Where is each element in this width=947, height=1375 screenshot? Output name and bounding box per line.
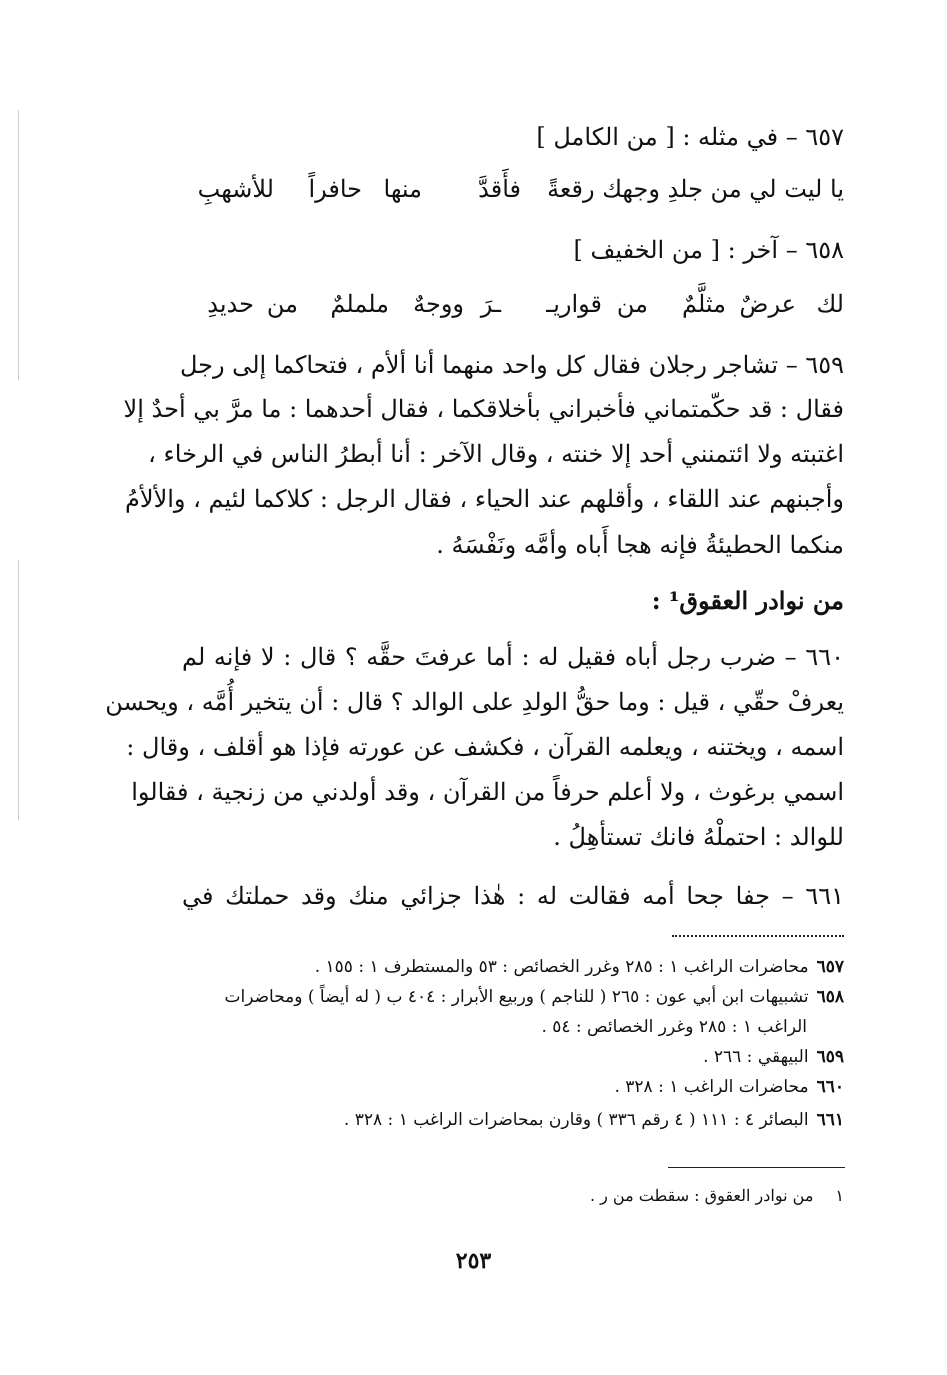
section-heading: من نوادر العقوق¹ : xyxy=(651,586,844,615)
verse-word: ململمٌ xyxy=(330,290,389,318)
verse-word: حافراً xyxy=(308,175,362,203)
entry-659-line: وأجبنهم عند اللقاء ، وأقلهم عند الحياء ، فقال الرجل : كلاكما لئيم ، والألأمُ xyxy=(125,485,844,513)
entry-660-line: للوالد : احتملْهُ فانك تستأهِلُ . xyxy=(553,823,844,851)
source-note xyxy=(703,1045,844,1069)
entry-658-heading: ٦٥٨ – آخر : [ من الخفيف ] xyxy=(573,236,844,264)
source-note-text: البصائر ٤ : ١١١ ( ٤ رقم ٣٣٦ ) وقارن بمحاضرات الراغب ١ : ٣٢٨ . xyxy=(343,1110,809,1130)
entry-660-line: يعرفْ حقّي ، قيل : وما حقُّ الولدِ على الوالد ؟ قال : أن يتخير أُمَّه ، ويحسن xyxy=(105,688,844,716)
entry-659-line: منكما الحطيئةُ فإنه هجا أَباه وأمَّه ونَفْسَهُ . xyxy=(436,531,844,559)
verse-word: للأشهبِ xyxy=(197,175,274,203)
source-note-text: البيهقي : ٢٦٦ . xyxy=(703,1047,809,1067)
source-note-number: ٦٥٨ xyxy=(816,987,844,1007)
footnote xyxy=(590,1184,844,1208)
source-note-number: ٦٥٩ xyxy=(816,1047,844,1067)
verse-word: ووجهٌ xyxy=(413,290,464,318)
source-note-number: ٦٦١ xyxy=(816,1110,844,1130)
entry-657-heading: ٦٥٧ – في مثله : [ من الكامل ] xyxy=(536,123,844,151)
verse-word: من xyxy=(266,290,298,318)
entry-657-verse xyxy=(182,172,844,206)
scan-edge-line xyxy=(18,560,19,820)
entry-659-line: فقال : قد حكّمتماني فأخبراني بأخلاقكما ، فقال أحدهما : ما مرَّ بي أحدٌ إلا xyxy=(123,395,844,423)
footnote-number: ١ xyxy=(835,1186,844,1205)
verse-word: قواريـ xyxy=(546,290,602,318)
verse-word: مثلَّمٌ xyxy=(681,290,726,318)
verse-word: من xyxy=(616,290,648,318)
source-note-text: تشبيهات ابن أبي عون : ٢٦٥ ( للناجم ) وربيع الأبرار : ٤٠٤ ب ( له أيضاً ) ومحاضرات xyxy=(224,987,809,1007)
source-note xyxy=(614,1075,844,1099)
verse-hemistich-1: يا ليت لي من جلدِ وجهك رقعةً xyxy=(547,175,844,203)
source-note-continuation: الراغب ١ : ٢٨٥ وغرر الخصائص : ٥٤ . xyxy=(541,1017,807,1037)
entry-659-line: ٦٥٩ – تشاجر رجلان فقال كل واحد منهما أنا ألأم ، فتحاكما إلى رجل xyxy=(179,351,844,379)
dotted-separator xyxy=(672,935,844,937)
source-note-number: ٦٥٧ xyxy=(816,957,844,977)
entry-661-line: ٦٦١ – جفا جحا أمه فقالت له : هٰذا جزائي منك وقد حملتك في xyxy=(182,882,844,910)
scan-edge-line xyxy=(18,110,19,380)
source-note xyxy=(224,985,844,1009)
source-note-number: ٦٦٠ xyxy=(816,1077,844,1097)
source-note-text: محاضرات الراغب ١ : ٣٢٨ . xyxy=(614,1077,809,1097)
verse-word: فأَقدَّ xyxy=(478,175,521,203)
source-note-text: محاضرات الراغب ١ : ٢٨٥ وغرر الخصائص : ٥٣ والمستطرف ١ : ١٥٥ . xyxy=(314,957,809,977)
source-note xyxy=(344,1108,844,1132)
verse-word: منها xyxy=(383,175,422,203)
verse-word: حديدِ xyxy=(207,290,254,318)
verse-word: ـرَ xyxy=(480,290,501,318)
verse-word: عرضٌ xyxy=(739,290,796,318)
entry-658-verse xyxy=(182,287,844,321)
entry-660-line: ٦٦٠ – ضرب رجل أباه فقيل له : أما عرفتَ حقَّه ؟ قال : لا فإنه لم xyxy=(182,643,844,671)
footnote-rule xyxy=(668,1167,845,1168)
entry-660-line: اسمي برغوث ، ولا أعلم حرفاً من القرآن ، وقد أولدني من زنجية ، فقالوا xyxy=(131,778,844,806)
verse-word: لك xyxy=(816,290,844,318)
entry-660-line: اسمه ، ويختنه ، ويعلمه القرآن ، فكشف عن عورته فإذا هو أقلف ، وقال : xyxy=(126,733,844,761)
page-number: ٢٥٣ xyxy=(455,1248,492,1274)
entry-659-line: اغتبته ولا ائتمنني أحد إلا خنته ، وقال الآخر : أنا أبطرُ الناس في الرخاء ، xyxy=(148,440,844,468)
source-note xyxy=(315,955,844,979)
footnote-text: من نوادر العقوق : سقطت من ر . xyxy=(589,1186,814,1205)
